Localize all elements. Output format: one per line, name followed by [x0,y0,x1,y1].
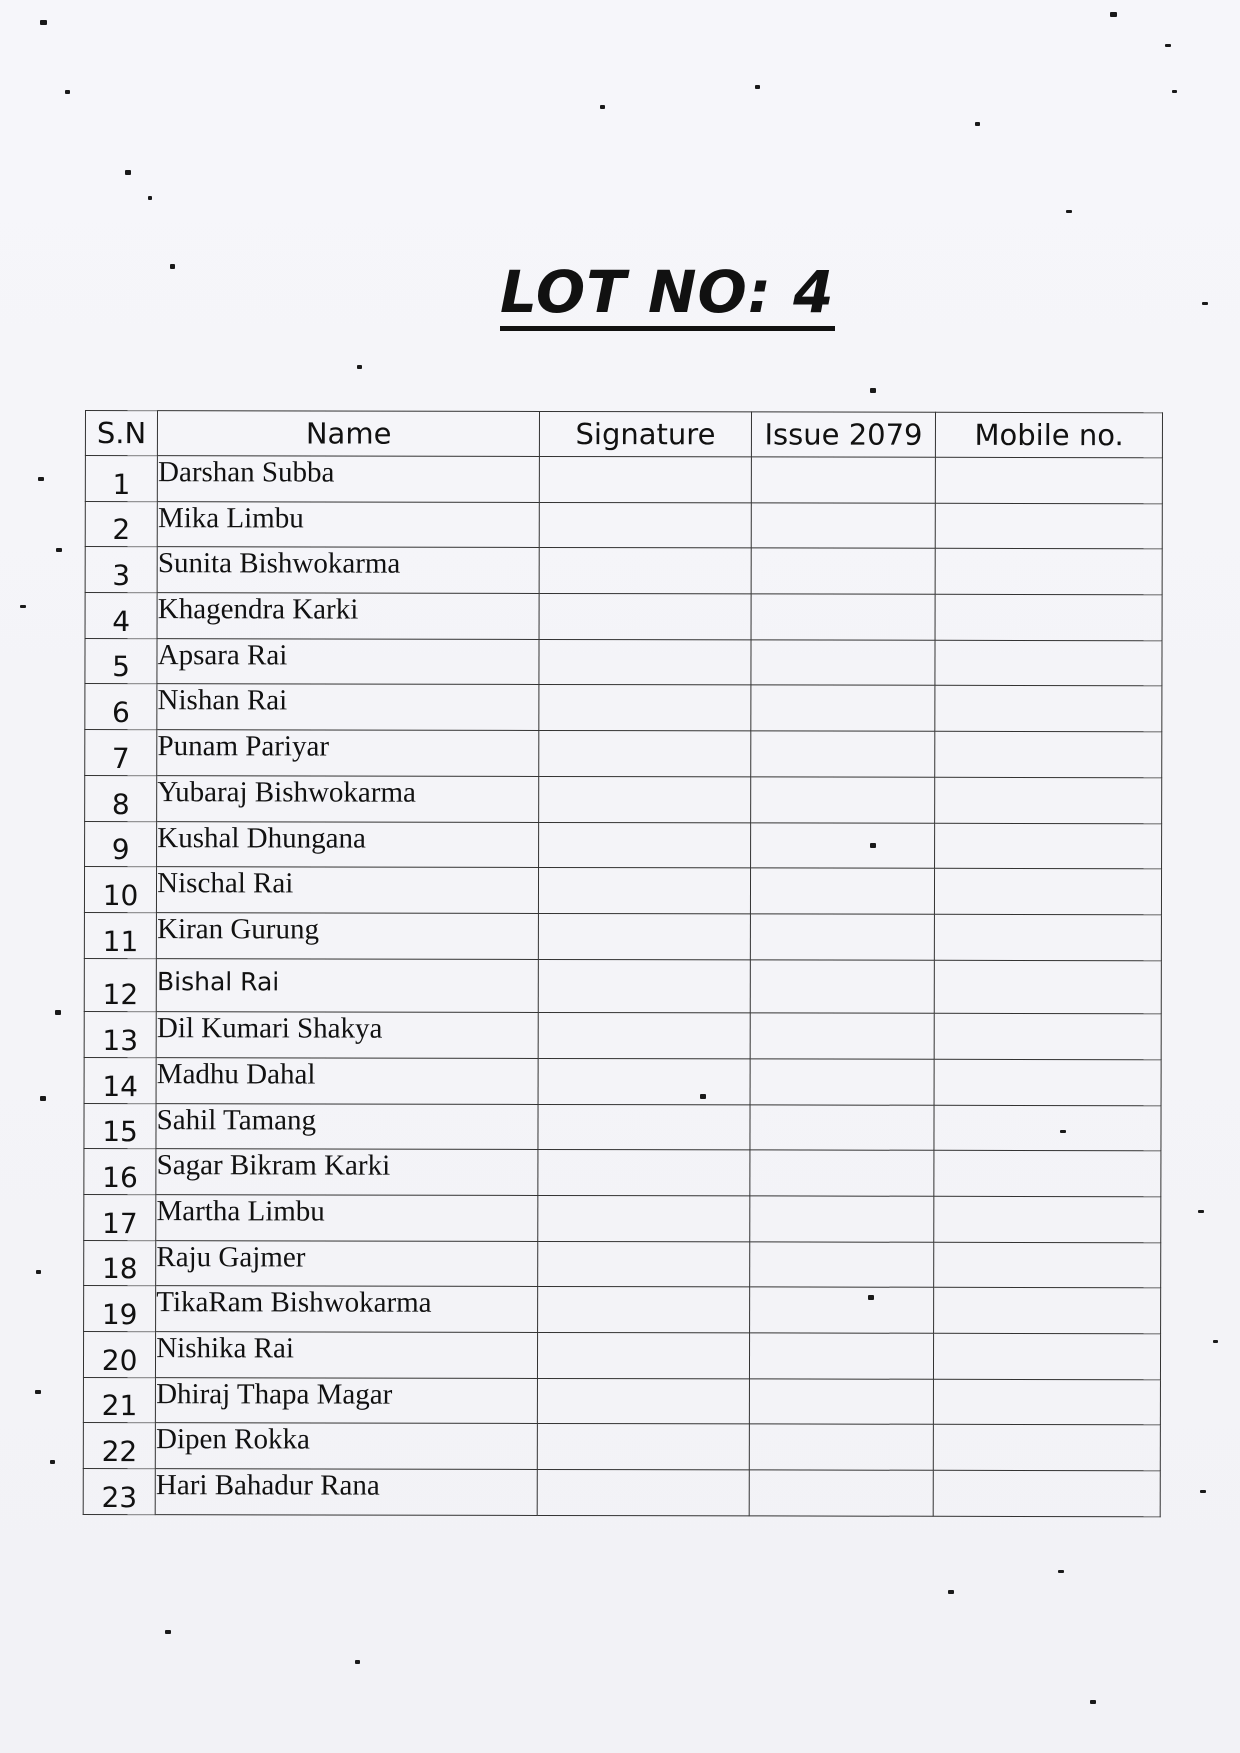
row-sn: 4 [85,593,157,639]
row-signature-cell [539,685,751,731]
row-signature-cell [539,639,751,685]
scan-speck [56,548,62,552]
row-mobile-cell [934,1105,1161,1151]
row-issue-cell [750,868,935,914]
row-sn: 11 [84,912,156,958]
row-signature-cell [539,822,751,868]
row-name: Mika Limbu [157,501,539,547]
table-row [84,958,1161,1014]
scan-speck [1200,1490,1206,1493]
scan-speck [36,1270,41,1274]
header-name: Name [158,411,540,457]
row-signature-cell [538,1150,750,1196]
row-issue-cell [750,1150,935,1196]
row-signature-cell [537,1470,749,1516]
row-signature-cell [538,1333,750,1379]
header-sn: S.N [85,411,157,456]
row-signature-cell [539,776,751,822]
row-signature-cell [539,868,751,914]
row-mobile-cell [934,1059,1161,1105]
scan-speck [870,388,876,393]
header-signature: Signature [540,411,752,456]
row-mobile-cell [935,777,1162,823]
row-issue-cell [750,959,935,1013]
row-mobile-cell [936,457,1163,503]
row-name: Apsara Rai [157,638,539,684]
row-issue-cell [750,1013,935,1059]
row-signature-cell [540,456,752,502]
row-signature-cell [539,548,751,594]
row-signature-cell [539,731,751,777]
row-sn: 3 [85,547,157,593]
scan-speck [870,843,876,848]
row-sn: 13 [84,1012,156,1058]
row-issue-cell [750,1105,935,1151]
scan-speck [55,1010,61,1015]
row-sn: 1 [85,456,157,502]
row-name: Dil Kumari Shakya [156,1012,538,1058]
table-row [84,1057,1161,1105]
row-sn: 10 [84,867,156,913]
scan-speck [1172,90,1177,93]
row-issue-cell [750,822,935,868]
row-sn: 20 [83,1332,155,1378]
row-issue-cell [751,594,936,640]
row-mobile-cell [935,823,1162,869]
row-name: Yubaraj Bishwokarma [157,775,539,821]
row-name: TikaRam Bishwokarma [156,1286,538,1332]
scan-speck [1066,210,1072,213]
row-issue-cell [749,1379,934,1425]
table-row [84,1240,1161,1288]
row-signature-cell [538,1058,750,1104]
row-sn: 16 [84,1149,156,1195]
row-mobile-cell [934,1288,1161,1334]
row-name: Sahil Tamang [156,1103,538,1149]
row-name: Nischal Rai [157,867,539,913]
scan-speck [20,605,26,608]
scan-speck [948,1590,954,1594]
row-name: Nishan Rai [157,684,539,730]
row-name: Martha Limbu [156,1195,538,1241]
row-sn: 21 [83,1377,155,1423]
row-mobile-cell [935,549,1162,595]
row-issue-cell [749,1424,934,1470]
row-signature-cell [539,594,751,640]
row-issue-cell [751,503,936,549]
scan-speck [1213,1340,1218,1343]
row-mobile-cell [935,731,1162,777]
row-sn: 23 [83,1469,155,1515]
table-row [83,1469,1160,1517]
scan-speck [1090,1700,1096,1704]
row-sn: 14 [84,1057,156,1103]
row-signature-cell [538,1241,750,1287]
row-sn: 19 [84,1286,156,1332]
row-signature-cell [538,1013,750,1059]
scan-speck [868,1295,874,1300]
row-mobile-cell [934,1333,1161,1379]
row-mobile-cell [935,914,1162,960]
table-row [85,501,1162,549]
row-mobile-cell [935,640,1162,686]
row-sn: 8 [85,775,157,821]
row-signature-cell [538,1378,750,1424]
row-mobile-cell [935,686,1162,732]
scan-speck [35,1390,41,1394]
row-mobile-cell [934,1470,1161,1516]
row-issue-cell [749,1242,934,1288]
row-issue-cell [749,1287,934,1333]
row-sn: 7 [85,730,157,776]
scan-speck [148,196,152,200]
row-mobile-cell [935,594,1162,640]
row-signature-cell [538,1104,750,1150]
row-name: Dhiraj Thapa Magar [156,1377,538,1423]
scan-speck [1165,44,1171,47]
row-name: Khagendra Karki [157,593,539,639]
row-signature-cell [538,1424,750,1470]
row-name: Sunita Bishwokarma [157,547,539,593]
table-row [84,1149,1161,1197]
scan-speck [1202,302,1208,305]
row-sn: 12 [84,958,156,1012]
row-issue-cell [751,640,936,686]
row-issue-cell [751,731,936,777]
row-signature-cell [538,1287,750,1333]
row-issue-cell [750,777,935,823]
row-issue-cell [749,1470,934,1516]
table-row [84,1103,1161,1151]
scan-speck [600,105,605,109]
header-mobile: Mobile no. [936,412,1163,457]
page-title: LOT NO: 4 [500,258,835,331]
row-mobile-cell [935,960,1162,1014]
row-name: Kiran Gurung [157,913,539,959]
scan-speck [40,20,47,25]
attendance-table [83,410,1163,1517]
row-mobile-cell [934,1242,1161,1288]
row-issue-cell [751,457,936,503]
row-name: Dipen Rokka [155,1423,537,1469]
table-row [84,1286,1161,1334]
row-signature-cell [539,913,751,959]
row-sn: 18 [84,1240,156,1286]
table-row [84,1012,1161,1060]
table-row [85,638,1162,686]
scan-speck [355,1660,360,1664]
row-name: Punam Pariyar [157,730,539,776]
scan-speck [975,122,980,126]
row-name: Nishika Rai [156,1332,538,1378]
row-mobile-cell [934,1379,1161,1425]
row-name: Madhu Dahal [156,1058,538,1104]
row-sn: 9 [85,821,157,867]
row-sn: 6 [85,684,157,730]
table-row [83,1332,1160,1380]
table-header-row [85,411,1162,458]
table-row [85,456,1162,504]
row-issue-cell [751,548,936,594]
table-row [85,547,1162,595]
table-row [84,1194,1161,1242]
row-name: Bishal Rai [156,958,538,1012]
scan-speck [700,1094,706,1099]
row-signature-cell [539,502,751,548]
row-name: Raju Gajmer [156,1240,538,1286]
table-row [84,867,1161,915]
scan-speck [357,365,362,369]
scan-speck [165,1630,171,1634]
row-sn: 2 [85,501,157,547]
row-mobile-cell [934,1014,1161,1060]
header-issue: Issue 2079 [751,412,936,457]
table-row [85,775,1162,823]
row-mobile-cell [934,1151,1161,1197]
scan-speck [40,1096,46,1101]
row-name: Kushal Dhungana [157,821,539,867]
row-mobile-cell [934,1425,1161,1471]
row-name: Darshan Subba [157,456,539,502]
row-issue-cell [750,1059,935,1105]
row-mobile-cell [934,1196,1161,1242]
row-sn: 5 [85,638,157,684]
scan-speck [755,85,760,89]
row-sn: 22 [83,1423,155,1469]
scan-speck [1110,12,1117,17]
scan-speck [65,90,70,94]
scan-speck [125,170,131,175]
scan-speck [50,1460,55,1464]
table-row [85,684,1162,732]
row-mobile-cell [935,868,1162,914]
table-row [84,912,1161,960]
row-signature-cell [538,1195,750,1241]
row-sn: 15 [84,1103,156,1149]
row-issue-cell [750,914,935,960]
row-signature-cell [538,959,750,1013]
scan-speck [1058,1570,1064,1573]
scan-speck [1060,1130,1066,1133]
table-row [85,593,1162,641]
row-issue-cell [751,685,936,731]
table-row [85,730,1162,778]
row-issue-cell [750,1196,935,1242]
row-mobile-cell [936,503,1163,549]
scan-speck [38,477,44,481]
row-issue-cell [749,1333,934,1379]
row-name: Sagar Bikram Karki [156,1149,538,1195]
scan-speck [1198,1210,1204,1213]
row-sn: 17 [84,1194,156,1240]
scan-speck [170,264,175,269]
table-row [83,1423,1160,1471]
row-name: Hari Bahadur Rana [155,1469,537,1515]
table-row [83,1377,1160,1425]
table-row [85,821,1162,869]
